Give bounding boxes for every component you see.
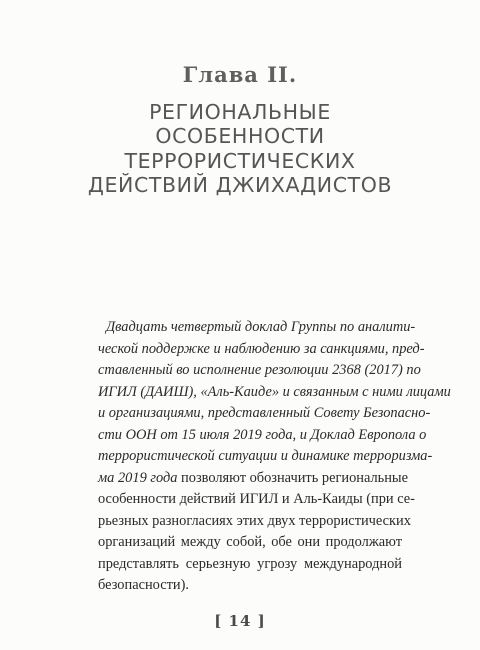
roman-text: представлять серьезную угрозу международной [98, 555, 402, 572]
body-line [98, 575, 402, 597]
body-line [98, 468, 408, 490]
chapter-title-line: ОСОБЕННОСТИ [155, 124, 325, 149]
roman-text: позволяют обозначить региональные [177, 469, 408, 486]
body-line [98, 425, 427, 447]
body-line [98, 489, 415, 511]
body-paragraph [98, 317, 451, 597]
chapter-title [0, 100, 480, 197]
roman-text: безопасности). [98, 577, 189, 593]
body-line [98, 446, 433, 468]
roman-text: рьезных разногласиях этих двух террористических [98, 512, 411, 529]
italic-text: ма 2019 года [98, 469, 178, 486]
body-line [98, 532, 402, 554]
italic-text: ставленный во исполнение резолюции 2368 (2017) по [98, 362, 421, 378]
body-line [98, 360, 421, 382]
chapter-title-line: РЕГИОНАЛЬНЫЕ [149, 100, 331, 124]
body-line [98, 317, 416, 339]
italic-text: сти ООН от 15 июля 2019 года, и Доклад Европола о [98, 426, 427, 443]
body-line [98, 511, 411, 533]
body-line [98, 403, 431, 425]
body-line [98, 339, 425, 361]
italic-text: и организациями, представленный Совету Безопасно- [98, 405, 431, 421]
chapter-title-line: ДЕЙСТВИЙ ДЖИХАДИСТОВ [87, 172, 393, 197]
chapter-label: Глава II. [182, 62, 298, 87]
roman-text: особенности действий ИГИЛ и Аль-Каиды (при се- [98, 491, 415, 507]
body-line [98, 554, 402, 576]
italic-text: террористической ситуации и динамике терроризма- [98, 448, 433, 464]
italic-text: ИГИЛ (ДАИШ), «Аль-Каиде» и связанным с ними лицами [98, 383, 451, 400]
italic-text: ческой поддержке и наблюдению за санкциями, пред- [98, 340, 425, 357]
chapter-title-line: ТЕРРОРИСТИЧЕСКИХ [124, 148, 356, 173]
body-line [98, 382, 451, 404]
page-number: [ 14 ] [214, 612, 266, 630]
italic-text: Двадцать четвертый доклад Группы по аналити- [106, 319, 416, 335]
roman-text: организаций между собой, обе они продолжают [98, 534, 402, 550]
